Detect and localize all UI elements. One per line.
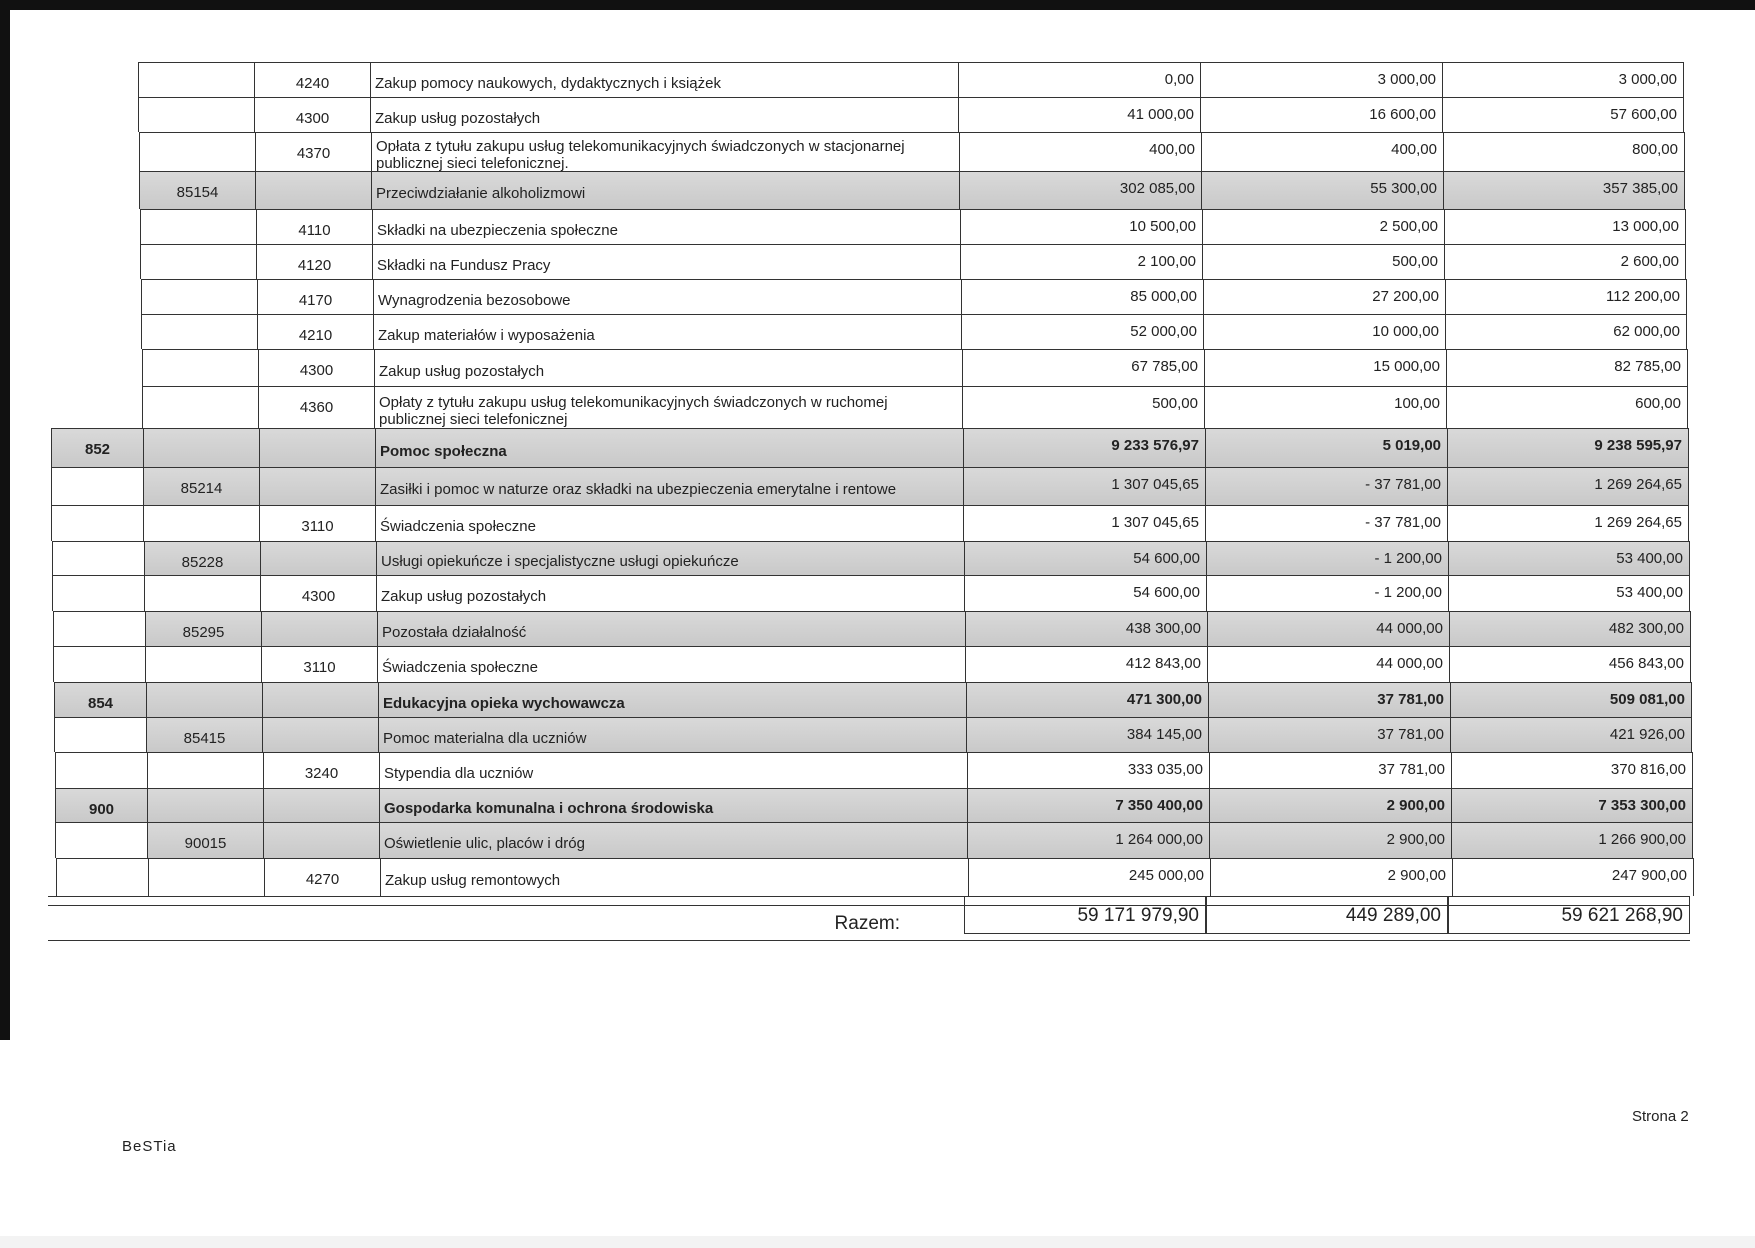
cell-plan: [959, 171, 1201, 209]
description-text: Zakup usług remontowych: [385, 872, 561, 889]
cell-paragraph: [264, 858, 380, 896]
description-text: Pomoc materialna dla uczniów: [383, 729, 587, 747]
cell-code: [53, 611, 145, 646]
description-text: Zakup usług pozostałych: [379, 362, 545, 380]
description-text: Zasiłki i pomoc w naturze oraz składki na ubezpieczenia emerytalne i rentowe: [380, 481, 897, 498]
paragraph-text: 4300: [301, 588, 336, 605]
description-text: Składki na ubezpieczenia społeczne: [377, 221, 618, 239]
change-text: - 1 200,00: [1374, 550, 1442, 567]
change-text: 37 781,00: [1378, 761, 1445, 778]
cell-description: [370, 97, 958, 132]
after-text: 1 269 264,65: [1594, 476, 1682, 493]
change-text: - 37 781,00: [1365, 514, 1441, 531]
cell-after: [1448, 575, 1690, 611]
cell-paragraph: [254, 62, 370, 97]
total-after: 59 621 268,90: [1448, 896, 1690, 934]
cell-description: [378, 717, 966, 752]
description-text: Zakup materiałów i wyposażenia: [378, 326, 595, 344]
change-text: 2 900,00: [1386, 831, 1445, 848]
code-text: 852: [84, 441, 111, 458]
cell-paragraph: [262, 682, 378, 717]
cell-plan: [961, 314, 1203, 349]
cell-change: [1207, 611, 1449, 646]
cell-code: [54, 682, 146, 717]
cell-plan: [965, 646, 1207, 682]
cell-plan: [958, 62, 1200, 97]
code-text: 900: [88, 801, 115, 818]
plan-text: 9 233 576,97: [1111, 437, 1199, 454]
cell-plan: [963, 428, 1205, 467]
description-text: Zakup pomocy naukowych, dydaktycznych i książek: [375, 74, 721, 92]
cell-after: [1448, 541, 1690, 575]
cell-change: [1209, 788, 1451, 822]
paragraph-text: 3110: [301, 518, 334, 535]
description-text: Usługi opiekuńcze i specjalistyczne usługi opiekuńcze: [381, 553, 739, 570]
cell-section: [147, 752, 263, 788]
cell-change: [1209, 752, 1451, 788]
plan-text: 7 350 400,00: [1115, 797, 1203, 814]
cell-paragraph: [259, 505, 375, 541]
paragraph-text: 4370: [296, 145, 331, 162]
cell-description: [377, 611, 965, 646]
after-text: 247 900,00: [1611, 867, 1687, 884]
description-text: Wynagrodzenia bezosobowe: [378, 291, 571, 309]
after-text: 421 926,00: [1609, 726, 1685, 743]
after-text: 62 000,00: [1613, 323, 1680, 340]
plan-text: 438 300,00: [1125, 620, 1201, 637]
cell-code: [54, 717, 146, 752]
after-text: 53 400,00: [1616, 584, 1683, 601]
description-text: Edukacyjna opieka wychowawcza: [383, 694, 625, 712]
cell-paragraph: [261, 611, 377, 646]
cell-paragraph: [258, 386, 374, 428]
cell-paragraph: [258, 349, 374, 386]
cell-code: [55, 822, 147, 858]
cell-change: [1206, 541, 1448, 575]
cell-after: [1447, 505, 1689, 541]
cell-description: [374, 349, 962, 386]
cell-code: [56, 858, 148, 896]
change-text: 500,00: [1392, 253, 1438, 270]
cell-plan: [958, 97, 1200, 132]
cell-section: [146, 682, 262, 717]
cell-change: [1206, 575, 1448, 611]
cell-plan: [966, 682, 1208, 717]
cell-section: [141, 279, 257, 314]
after-text: 82 785,00: [1614, 358, 1681, 375]
plan-text: 245 000,00: [1128, 867, 1204, 884]
cell-after: [1442, 97, 1684, 132]
cell-description: [379, 788, 967, 822]
plan-text: 400,00: [1149, 141, 1195, 158]
section-text: 85415: [183, 730, 226, 747]
after-text: 13 000,00: [1612, 218, 1679, 235]
description-text: Przeciwdziałanie alkoholizmowi: [376, 185, 586, 202]
cell-plan: [960, 244, 1202, 279]
description-text: Świadczenia społeczne: [382, 659, 538, 676]
cell-section: [145, 611, 261, 646]
cell-section: [140, 209, 256, 244]
cell-code: [55, 788, 147, 822]
after-text: 7 353 300,00: [1598, 797, 1686, 814]
cell-description: [371, 132, 959, 171]
change-text: 400,00: [1391, 141, 1437, 158]
cell-change: [1210, 858, 1452, 896]
cell-section: [140, 244, 256, 279]
plan-text: 412 843,00: [1125, 655, 1201, 672]
change-text: 2 500,00: [1379, 218, 1438, 235]
paragraph-text: 4240: [295, 75, 330, 92]
cell-plan: [961, 279, 1203, 314]
cell-plan: [963, 505, 1205, 541]
cell-section: [138, 97, 254, 132]
cell-code: [51, 505, 143, 541]
after-text: 600,00: [1635, 395, 1681, 412]
cell-section: [138, 62, 254, 97]
after-text: 53 400,00: [1616, 550, 1683, 567]
change-text: 27 200,00: [1372, 288, 1439, 305]
change-text: 16 600,00: [1369, 106, 1436, 123]
cell-change: [1205, 428, 1447, 467]
paragraph-text: 3240: [304, 765, 339, 782]
footer-page-number: Strona 2: [1632, 1108, 1689, 1125]
description-text: Stypendia dla uczniów: [384, 765, 534, 782]
cell-plan: [967, 822, 1209, 858]
plan-text: 67 785,00: [1131, 358, 1198, 375]
description-text: Zakup usług pozostałych: [375, 109, 541, 127]
cell-description: [370, 62, 958, 97]
cell-code: [52, 575, 144, 611]
description-text: Gospodarka komunalna i ochrona środowiska: [384, 800, 714, 817]
after-text: 57 600,00: [1610, 106, 1677, 123]
cell-section: [144, 575, 260, 611]
plan-text: 85 000,00: [1130, 288, 1197, 305]
cell-paragraph: [263, 752, 379, 788]
cell-change: [1207, 646, 1449, 682]
cell-code: [51, 467, 143, 505]
cell-description: [378, 682, 966, 717]
cell-plan: [968, 858, 1210, 896]
cell-paragraph: [255, 132, 371, 171]
section-text: 85228: [181, 554, 224, 571]
cell-description: [373, 314, 961, 349]
change-text: - 37 781,00: [1365, 476, 1441, 493]
cell-change: [1202, 244, 1444, 279]
cell-section: [144, 541, 260, 575]
scan-edge-bottom: [0, 1236, 1755, 1248]
cell-change: [1205, 505, 1447, 541]
cell-description: [374, 386, 962, 428]
cell-section: [139, 132, 255, 171]
cell-paragraph: [256, 209, 372, 244]
cell-paragraph: [263, 788, 379, 822]
change-text: 37 781,00: [1377, 691, 1444, 708]
plan-text: 1 307 045,65: [1111, 476, 1199, 493]
after-text: 3 000,00: [1618, 71, 1677, 88]
after-text: 482 300,00: [1608, 620, 1684, 637]
plan-text: 1 307 045,65: [1111, 514, 1199, 531]
paragraph-text: 4120: [297, 257, 332, 274]
cell-after: [1444, 209, 1686, 244]
cell-description: [375, 467, 963, 505]
cell-change: [1204, 349, 1446, 386]
after-text: 370 816,00: [1610, 761, 1686, 778]
cell-section: [143, 467, 259, 505]
cell-after: [1447, 428, 1689, 467]
cell-after: [1450, 682, 1692, 717]
paragraph-text: 4110: [298, 222, 331, 239]
after-text: 800,00: [1632, 141, 1678, 158]
cell-paragraph: [256, 244, 372, 279]
cell-plan: [967, 788, 1209, 822]
cell-description: [376, 541, 964, 575]
cell-after: [1451, 752, 1693, 788]
change-text: 44 000,00: [1376, 655, 1443, 672]
cell-change: [1200, 62, 1442, 97]
cell-after: [1449, 611, 1691, 646]
change-text: 37 781,00: [1377, 726, 1444, 743]
cell-plan: [962, 349, 1204, 386]
description-text: Zakup usług pozostałych: [381, 588, 547, 605]
section-text: 85214: [180, 480, 223, 497]
cell-plan: [967, 752, 1209, 788]
cell-change: [1202, 209, 1444, 244]
paragraph-text: 4210: [298, 327, 333, 344]
cell-after: [1447, 467, 1689, 505]
cell-change: [1201, 132, 1443, 171]
cell-plan: [966, 717, 1208, 752]
plan-text: 54 600,00: [1133, 550, 1200, 567]
cell-plan: [964, 575, 1206, 611]
change-text: 55 300,00: [1370, 180, 1437, 197]
change-text: 15 000,00: [1373, 358, 1440, 375]
total-change: 449 289,00: [1206, 896, 1448, 934]
cell-description: [380, 858, 968, 896]
cell-paragraph: [259, 467, 375, 505]
cell-after: [1442, 62, 1684, 97]
cell-change: [1203, 314, 1445, 349]
plan-text: 0,00: [1164, 71, 1194, 88]
cell-section: [143, 428, 259, 467]
cell-description: [375, 428, 963, 467]
cell-paragraph: [259, 428, 375, 467]
change-text: 100,00: [1394, 395, 1440, 412]
paragraph-text: 4270: [305, 871, 340, 888]
cell-after: [1446, 386, 1688, 428]
plan-text: 54 600,00: [1133, 584, 1200, 601]
paragraph-text: 4360: [299, 399, 334, 416]
code-text: 854: [87, 695, 114, 712]
cell-code: [51, 428, 143, 467]
cell-after: [1451, 788, 1693, 822]
cell-plan: [962, 386, 1204, 428]
cell-paragraph: [257, 314, 373, 349]
cell-plan: [964, 541, 1206, 575]
description-text: Pozostała działalność: [382, 623, 527, 641]
cell-after: [1449, 646, 1691, 682]
cell-after: [1452, 858, 1694, 896]
cell-paragraph: [254, 97, 370, 132]
section-text: 85154: [176, 184, 219, 201]
cell-change: [1201, 171, 1443, 209]
after-text: 357 385,00: [1602, 180, 1678, 197]
change-text: - 1 200,00: [1374, 584, 1442, 601]
change-text: 5 019,00: [1382, 437, 1441, 454]
cell-change: [1208, 682, 1450, 717]
cell-description: [372, 244, 960, 279]
description-text: Świadczenia społeczne: [380, 518, 536, 535]
cell-paragraph: [260, 575, 376, 611]
change-text: 2 900,00: [1387, 867, 1446, 884]
cell-section: [147, 788, 263, 822]
plan-text: 2 100,00: [1137, 253, 1196, 270]
cell-code: [55, 752, 147, 788]
cell-description: [372, 209, 960, 244]
description-text: Oświetlenie ulic, placów i dróg: [384, 835, 585, 852]
cell-after: [1445, 279, 1687, 314]
after-text: 1 269 264,65: [1594, 514, 1682, 531]
plan-text: 500,00: [1152, 395, 1198, 412]
cell-plan: [963, 467, 1205, 505]
cell-description: [371, 171, 959, 209]
cell-plan: [960, 209, 1202, 244]
plan-text: 41 000,00: [1127, 106, 1194, 123]
cell-section: [141, 314, 257, 349]
cell-paragraph: [260, 541, 376, 575]
cell-section: [139, 171, 255, 209]
cell-after: [1446, 349, 1688, 386]
cell-change: [1208, 717, 1450, 752]
cell-change: [1205, 467, 1447, 505]
paragraph-text: 4300: [295, 110, 330, 127]
cell-paragraph: [262, 717, 378, 752]
description-text: Opłaty z tytułu zakupu usług telekomunikacyjnych świadczonych w ruchomej publicznej sieci telefonicznej: [379, 393, 888, 428]
after-text: 9 238 595,97: [1594, 437, 1682, 454]
cell-section: [143, 505, 259, 541]
description-text: Opłata z tytułu zakupu usług telekomunikacyjnych świadczonych w stacjonarnej publicznej sieci telefonicznej.: [376, 138, 905, 171]
plan-text: 471 300,00: [1126, 691, 1202, 708]
cell-change: [1204, 386, 1446, 428]
cell-after: [1444, 244, 1686, 279]
plan-text: 384 145,00: [1126, 726, 1202, 743]
after-text: 509 081,00: [1609, 691, 1685, 708]
cell-change: [1200, 97, 1442, 132]
total-plan: 59 171 979,90: [964, 896, 1206, 934]
cell-description: [379, 752, 967, 788]
cell-description: [376, 575, 964, 611]
description-text: Pomoc społeczna: [380, 442, 507, 460]
footer-software-name: BeSTia: [122, 1138, 177, 1155]
paragraph-text: 4170: [298, 292, 333, 309]
cell-description: [375, 505, 963, 541]
cell-section: [145, 646, 261, 682]
cell-section: [148, 858, 264, 896]
scan-edge-left: [0, 0, 10, 1040]
cell-description: [379, 822, 967, 858]
cell-after: [1451, 822, 1693, 858]
section-text: 90015: [184, 835, 227, 852]
cell-section: [142, 349, 258, 386]
after-text: 2 600,00: [1620, 253, 1679, 270]
plan-text: 333 035,00: [1127, 761, 1203, 778]
cell-paragraph: [255, 171, 371, 209]
cell-paragraph: [257, 279, 373, 314]
after-text: 112 200,00: [1606, 288, 1680, 305]
after-text: 456 843,00: [1608, 655, 1684, 672]
cell-section: [146, 717, 262, 752]
plan-text: 302 085,00: [1119, 180, 1195, 197]
change-text: 10 000,00: [1372, 323, 1439, 340]
section-text: 85295: [182, 624, 225, 641]
cell-description: [373, 279, 961, 314]
cell-after: [1450, 717, 1692, 752]
scan-edge-top: [0, 0, 1755, 10]
paragraph-text: 4300: [299, 362, 334, 379]
plan-text: 1 264 000,00: [1115, 831, 1203, 848]
cell-section: [147, 822, 263, 858]
total-label: Razem:: [834, 913, 900, 934]
cell-after: [1445, 314, 1687, 349]
cell-code: [52, 541, 144, 575]
cell-after: [1443, 132, 1685, 171]
cell-description: [377, 646, 965, 682]
cell-change: [1209, 822, 1451, 858]
cell-code: [53, 646, 145, 682]
paragraph-text: 3110: [303, 659, 336, 676]
cell-section: [142, 386, 258, 428]
after-text: 1 266 900,00: [1598, 831, 1686, 848]
cell-plan: [965, 611, 1207, 646]
cell-change: [1203, 279, 1445, 314]
change-text: 44 000,00: [1376, 620, 1443, 637]
cell-paragraph: [261, 646, 377, 682]
plan-text: 10 500,00: [1129, 218, 1196, 235]
change-text: 3 000,00: [1377, 71, 1436, 88]
cell-paragraph: [263, 822, 379, 858]
change-text: 2 900,00: [1386, 797, 1445, 814]
cell-plan: [959, 132, 1201, 171]
cell-after: [1443, 171, 1685, 209]
description-text: Składki na Fundusz Pracy: [377, 256, 551, 274]
plan-text: 52 000,00: [1130, 323, 1197, 340]
